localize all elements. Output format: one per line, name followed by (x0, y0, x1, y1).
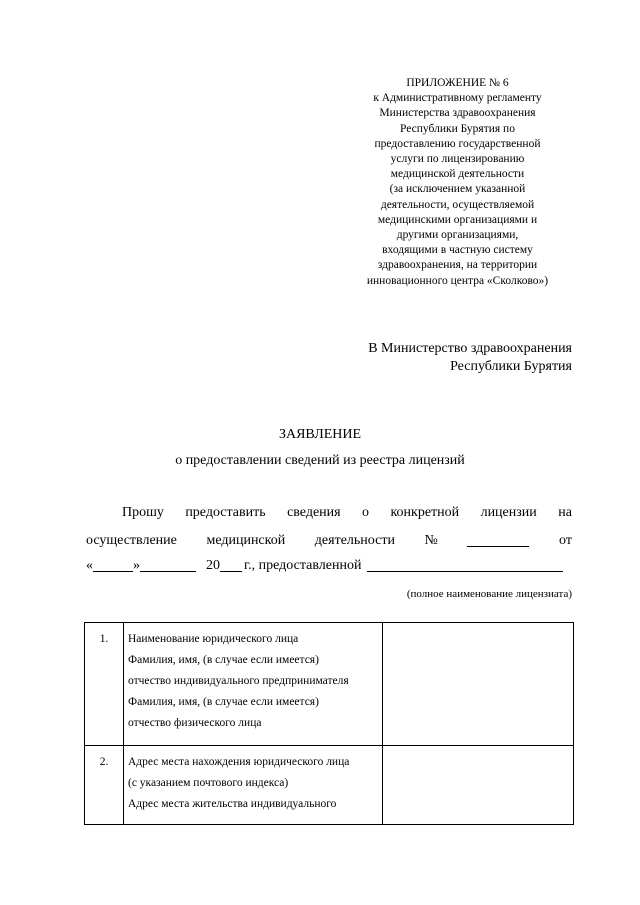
appendix-line: деятельности, осуществляемой (380, 198, 535, 211)
licensee-name-blank[interactable] (367, 557, 563, 572)
request-text-line-2 (86, 532, 572, 550)
appendix-line: входящими в частную систему (382, 244, 533, 257)
row-label-line: отчество индивидуального предпринимателя (128, 675, 349, 687)
row-label (124, 746, 383, 825)
appendix-line: другими организациями, (396, 229, 519, 242)
appendix-line: к Административному регламенту (373, 92, 542, 105)
year-suffix: г., предоставленной (244, 558, 362, 573)
request-word-from: от (559, 533, 572, 548)
row-label-line: Адрес места нахождения юридического лица (128, 756, 350, 768)
request-word: медицинской (206, 533, 286, 548)
table-row (85, 746, 574, 825)
addressee-block (368, 340, 572, 376)
row-label-line: Фамилия, имя, (в случае если имеется) (128, 654, 319, 666)
request-text-line-3 (86, 557, 572, 575)
licensee-name-hint: (полное наименование лицензиата) (406, 588, 572, 600)
row-number: 2. (85, 746, 124, 825)
request-word: Прошу (122, 505, 164, 520)
appendix-line: Республики Бурятия по (400, 122, 515, 135)
request-word: предоставить (185, 505, 266, 520)
row-label-line: Фамилия, имя, (в случае если имеется) (128, 696, 319, 708)
row-label (124, 623, 383, 746)
request-word: на (558, 505, 572, 520)
request-word: осуществление (86, 533, 177, 548)
row-value-cell[interactable] (383, 746, 574, 825)
day-blank[interactable] (93, 557, 133, 572)
document-subtitle: о предоставлении сведений из реестра лицензий (175, 453, 465, 468)
request-word: № (424, 533, 438, 548)
row-number: 1. (85, 623, 124, 746)
request-word: конкретной (390, 505, 460, 520)
request-word: сведения (287, 505, 341, 520)
request-word: деятельности (314, 533, 395, 548)
row-value-cell[interactable] (383, 623, 574, 746)
appendix-line: (за исключением указанной (389, 183, 526, 196)
request-text-line-1 (86, 504, 572, 522)
quote-open: « (86, 558, 93, 573)
appendix-line: медицинскими организациями и (377, 213, 538, 226)
year-blank[interactable] (220, 557, 242, 572)
info-table (84, 622, 574, 825)
document-title: ЗАЯВЛЕНИЕ (278, 427, 362, 442)
addressee-line-1: В Министерство здравоохранения (368, 341, 572, 356)
appendix-line: предоставлению государственной (374, 137, 541, 150)
quote-close: » (133, 558, 140, 573)
license-number-blank[interactable] (467, 532, 529, 547)
appendix-line: инновационного центра «Сколково») (366, 274, 549, 287)
appendix-line: здравоохранения, на территории (377, 259, 538, 272)
month-blank[interactable] (140, 557, 196, 572)
row-label-line: отчество физического лица (128, 717, 262, 729)
request-word: лицензии (480, 505, 537, 520)
request-word: о (362, 505, 370, 520)
appendix-line: услуги по лицензированию (390, 153, 525, 166)
row-label-line: Наименование юридического лица (128, 633, 299, 645)
appendix-line: Министерства здравоохранения (379, 107, 536, 120)
row-label-line: Адрес места жительства индивидуального (128, 798, 337, 810)
appendix-line: ПРИЛОЖЕНИЕ № 6 (406, 77, 509, 89)
addressee-line-2: Республики Бурятия (450, 359, 572, 374)
year-prefix: 20 (206, 558, 220, 573)
row-label-line: (с указанием почтового индекса) (128, 777, 289, 789)
appendix-line: медицинской деятельности (390, 168, 525, 181)
appendix-header (330, 76, 585, 289)
table-row (85, 623, 574, 746)
